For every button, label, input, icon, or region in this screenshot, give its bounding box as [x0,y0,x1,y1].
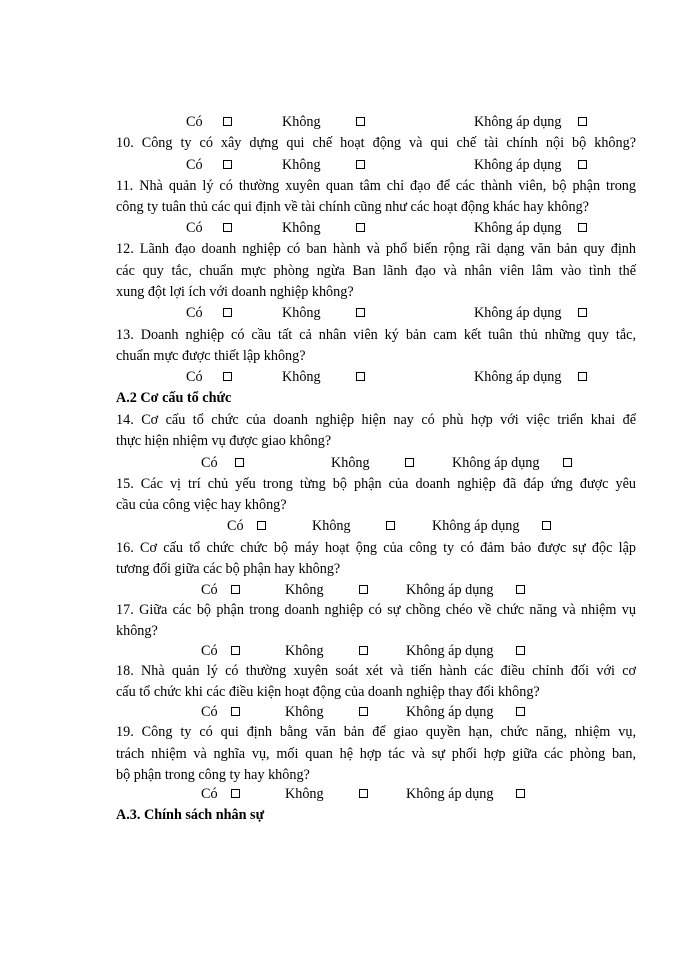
option-na-label: Không áp dụng [406,643,494,659]
option-no-label: Không [282,220,321,236]
option-na-label: Không áp dụng [432,518,520,534]
section-heading-a3: A.3. Chính sách nhân sự [116,807,265,823]
option-na-label: Không áp dụng [406,704,494,720]
checkbox-no[interactable] [359,585,368,594]
option-yes-label: Có [201,455,218,471]
checkbox-no[interactable] [359,646,368,655]
checkbox-no[interactable] [356,308,365,317]
checkbox-na[interactable] [578,117,587,126]
question-19-line-1: 19. Công ty có qui định bằng văn bản để giao quyền hạn, chức năng, nhiệm vụ, [116,724,636,740]
checkbox-yes[interactable] [223,372,232,381]
option-yes-label: Có [186,220,203,236]
option-yes-label: Có [186,157,203,173]
question-17-line-1: 17. Giữa các bộ phận trong doanh nghiệp có sự chồng chéo về chức năng và nhiệm vụ [116,602,636,618]
question-19-line-3: bộ phận trong công ty hay không? [116,767,310,783]
question-18-line-1: 18. Nhà quản lý có thường xuyên soát xét và tiến hành các điều chỉnh đối với cơ [116,663,636,679]
checkbox-na[interactable] [578,223,587,232]
option-no-label: Không [282,305,321,321]
option-no-label: Không [282,369,321,385]
checkbox-na[interactable] [516,707,525,716]
option-na-label: Không áp dụng [474,114,562,130]
checkbox-na[interactable] [578,160,587,169]
option-na-label: Không áp dụng [474,220,562,236]
question-16-line-1: 16. Cơ cấu tổ chức chức bộ máy hoạt ộng của công ty có đảm bảo được sự độc lập [116,540,636,556]
option-na-label: Không áp dụng [406,786,494,802]
checkbox-no[interactable] [359,707,368,716]
option-no-label: Không [285,704,324,720]
option-no-label: Không [312,518,351,534]
checkbox-no[interactable] [356,160,365,169]
checkbox-no[interactable] [356,117,365,126]
option-yes-label: Có [201,582,218,598]
section-heading-a2: A.2 Cơ cấu tổ chức [116,390,232,406]
checkbox-no[interactable] [359,789,368,798]
checkbox-no[interactable] [405,458,414,467]
option-yes-label: Có [186,369,203,385]
option-yes-label: Có [201,704,218,720]
checkbox-yes[interactable] [231,789,240,798]
option-yes-label: Có [186,114,203,130]
option-no-label: Không [285,643,324,659]
option-no-label: Không [282,157,321,173]
option-na-label: Không áp dụng [452,455,540,471]
option-no-label: Không [285,582,324,598]
option-no-label: Không [282,114,321,130]
option-yes-label: Có [227,518,244,534]
checkbox-yes[interactable] [223,308,232,317]
checkbox-yes[interactable] [223,160,232,169]
option-yes-label: Có [201,786,218,802]
checkbox-yes[interactable] [223,117,232,126]
question-12-line-2: các quy tắc, chuẩn mực phòng ngừa Ban lãnh đạo và nhân viên lâm vào tình thế [116,263,636,279]
option-no-label: Không [285,786,324,802]
question-15-line-2: cầu của công việc hay không? [116,497,287,513]
option-yes-label: Có [186,305,203,321]
checkbox-na[interactable] [563,458,572,467]
checkbox-yes[interactable] [231,707,240,716]
option-no-label: Không [331,455,370,471]
question-18-line-2: cấu tổ chức khi các điều kiện hoạt động của doanh nghiệp thay đổi không? [116,684,540,700]
question-13-line-2: chuẩn mực được thiết lập không? [116,348,306,364]
checkbox-no[interactable] [356,223,365,232]
checkbox-no[interactable] [356,372,365,381]
question-16-line-2: tương đối giữa các bộ phận hay không? [116,561,341,577]
checkbox-yes[interactable] [235,458,244,467]
checkbox-na[interactable] [516,646,525,655]
question-19-line-2: trách nhiệm và nghĩa vụ, mối quan hệ hợp tác và sự phối hợp giữa các phòng ban, [116,746,636,762]
question-12-line-3: xung đột lợi ích với doanh nghiệp không? [116,284,354,300]
checkbox-na[interactable] [516,789,525,798]
checkbox-na[interactable] [578,372,587,381]
question-17-line-2: không? [116,623,158,639]
option-na-label: Không áp dụng [474,157,562,173]
option-na-label: Không áp dụng [474,305,562,321]
checkbox-na[interactable] [578,308,587,317]
question-14-line-2: thực hiện nhiệm vụ được giao không? [116,433,332,449]
question-12-line-1: 12. Lãnh đạo doanh nghiệp có ban hành và phổ biến rộng rãi dạng văn bản quy định [116,241,636,257]
question-10: 10. Công ty có xây dựng qui chế hoạt động và qui chế tài chính nội bộ không? [116,135,636,151]
checkbox-yes[interactable] [231,585,240,594]
checkbox-yes[interactable] [223,223,232,232]
checkbox-na[interactable] [516,585,525,594]
question-13-line-1: 13. Doanh nghiệp có cầu tất cả nhân viên ký bản cam kết tuân thủ những quy tắc, [116,327,636,343]
option-na-label: Không áp dụng [406,582,494,598]
option-na-label: Không áp dụng [474,369,562,385]
option-yes-label: Có [201,643,218,659]
checkbox-yes[interactable] [257,521,266,530]
checkbox-yes[interactable] [231,646,240,655]
question-11-line-2: công ty tuân thủ các qui định về tài chính cũng như các hoạt động khác hay không? [116,199,589,215]
question-11-line-1: 11. Nhà quản lý có thường xuyên quan tâm chỉ đạo để các thành viên, bộ phận trong [116,178,636,194]
question-15-line-1: 15. Các vị trí chủ yếu trong từng bộ phận của doanh nghiệp đã đáp ứng được yêu [116,476,636,492]
question-14-line-1: 14. Cơ cấu tổ chức của doanh nghiệp hiện nay có phù hợp với việc triển khai để [116,412,636,428]
checkbox-no[interactable] [386,521,395,530]
checkbox-na[interactable] [542,521,551,530]
